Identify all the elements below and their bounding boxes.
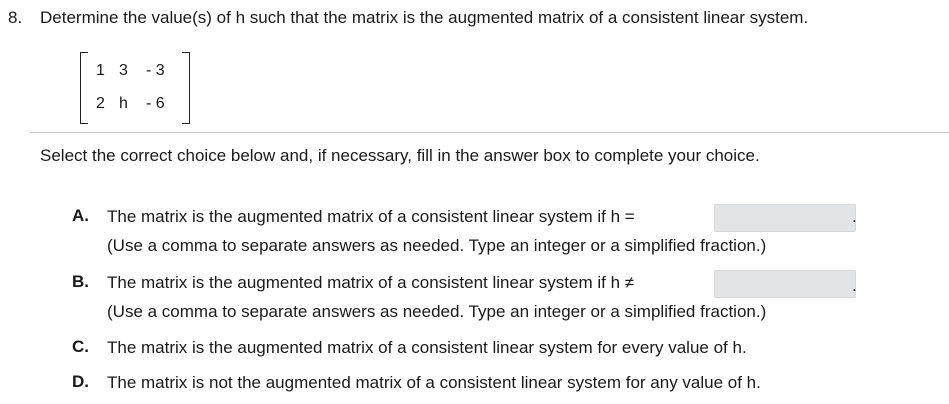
choice-a-period: .	[852, 207, 857, 226]
augmented-matrix	[80, 52, 190, 124]
instruction-text: Select the correct choice below and, if necessary, fill in the answer box to complete your choice.	[40, 146, 760, 165]
question-text: Determine the value(s) of h such that the matrix is the augmented matrix of a consistent linear system.	[40, 8, 809, 27]
matrix-right-bracket	[182, 52, 190, 124]
choice-a-hint: (Use a comma to separate answers as needed. Type an integer or a simplified fraction.)	[107, 236, 767, 255]
choice-c-text[interactable]: The matrix is the augmented matrix of a consistent linear system for every value of h.	[107, 338, 747, 357]
choice-a-answer-input[interactable]	[714, 204, 856, 232]
choice-b-period: .	[852, 276, 857, 295]
choice-b-letter[interactable]: B.	[72, 272, 89, 291]
choice-c-letter[interactable]: C.	[72, 337, 89, 356]
matrix-left-bracket	[80, 52, 88, 124]
question-number: 8.	[8, 8, 23, 27]
section-divider	[30, 132, 949, 133]
matrix-cell-r2c2: h	[119, 95, 128, 112]
matrix-cell-r1c3: - 3	[146, 62, 165, 79]
choice-d-letter[interactable]: D.	[72, 372, 89, 391]
matrix-cell-r1c2: 3	[119, 62, 128, 79]
choice-a-text[interactable]: The matrix is the augmented matrix of a consistent linear system if h =	[107, 207, 635, 226]
choice-d-text[interactable]: The matrix is not the augmented matrix of a consistent linear system for any value of h.	[107, 373, 761, 392]
choice-b-answer-input[interactable]	[714, 270, 856, 298]
matrix-cell-r2c1: 2	[96, 95, 105, 112]
matrix-cell-r2c3: - 6	[146, 95, 165, 112]
choice-a-letter[interactable]: A.	[72, 206, 89, 225]
choice-b-text[interactable]: The matrix is the augmented matrix of a consistent linear system if h ≠	[107, 273, 635, 292]
matrix-cell-r1c1: 1	[96, 62, 105, 79]
choice-b-hint: (Use a comma to separate answers as needed. Type an integer or a simplified fraction.)	[107, 302, 767, 321]
